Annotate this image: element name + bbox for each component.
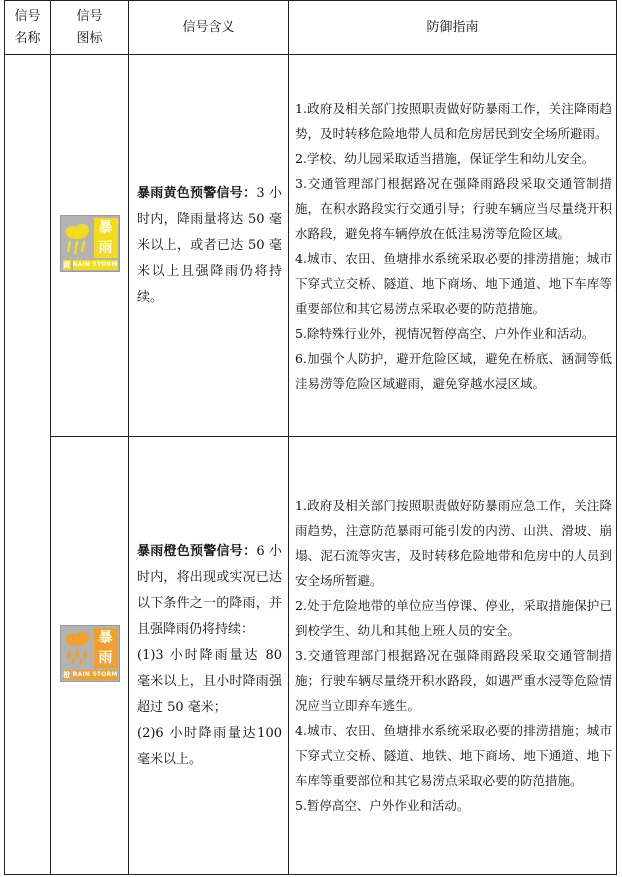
icon-label-bar (63, 670, 118, 680)
icon-label-cn: 黄 (63, 261, 71, 269)
signal-meaning-title: 暴雨橙色预警信号： (137, 543, 257, 559)
rainstorm-orange-icon (60, 625, 120, 682)
guide-item: 6.加强个人防护，避开危险区域，避免在桥底、涵洞等低洼易涝等危险区域避雨，避免穿越水浸区域。 (295, 350, 612, 391)
header-name-line-1: 信号 (14, 8, 41, 24)
header-row (5, 1, 617, 55)
guide-item: 3.交通管理部门根据路况在强降雨路段采取交通管制措施；行驶车辆尽量绕开积水路段，如遇严重水浸等危险情况应当立即弃车逃生。 (295, 648, 612, 713)
header-signal-meaning: 信号含义 (129, 1, 289, 55)
guide-item: 2.处于危险地带的单位应当停课、停业，采取措施保护已到校学生、幼儿和其他上班人员的安全。 (295, 598, 612, 638)
warning-signal-table (4, 0, 617, 875)
header-name-line-2: 名称 (14, 30, 41, 46)
header-icon-line-2: 图标 (76, 30, 103, 46)
signal-meaning-text: 6 小时内，将出现或实况已达以下条件之一的降雨，并且强降雨仍将持续： (137, 543, 282, 637)
table-row (5, 437, 617, 875)
icon-rain-pict (63, 218, 92, 258)
signal-meaning-cell (129, 437, 289, 875)
guide-item: 3.交通管理部门根据路况在强降雨路段采取交通管制措施，在积水路段实行交通引导；行驶车辆应当尽量绕开积水路段，避免将车辆停放在低洼易涝等危险区域。 (295, 175, 612, 241)
guide-item: 4.城市、农田、鱼塘排水系统采取必要的排涝措施；城市下穿式立交桥、隧道、地铁、地下商场、地下通道、地下车库等重要部位和其它易涝点采取必要的防范措施。 (295, 723, 612, 788)
signal-icon-cell (51, 55, 129, 437)
defense-guide-cell (289, 55, 617, 437)
signal-icon-cell (51, 437, 129, 875)
guide-item: 4.城市、农田、鱼塘排水系统采取必要的排涝措施；城市下穿式立交桥、隧道、地下商场、地下通道、地下车库等重要部位和其它易涝点采取必要的防范措施。 (295, 250, 612, 316)
signal-meaning-cell (129, 55, 289, 437)
guide-item: 5.除特殊行业外，视情况暂停高空、户外作业和活动。 (295, 325, 595, 341)
icon-label-cn: 橙 (63, 671, 71, 679)
header-signal-icon (51, 1, 129, 55)
header-icon-line-1: 信号 (76, 8, 103, 24)
guide-item: 2.学校、幼儿园采取适当措施，保证学生和幼儿安全。 (295, 150, 595, 166)
icon-char-bottom: 雨 (98, 240, 113, 256)
icon-char-block (94, 218, 118, 258)
signal-name-cell (5, 55, 51, 875)
header-signal-name (5, 1, 51, 55)
icon-rain-pict (63, 628, 92, 668)
signal-meaning-text: 3 小时内，降雨量将达 50 毫米以上，或者已达 50 毫米以上且强降雨仍将持续。 (137, 185, 282, 305)
rainstorm-yellow-icon (60, 215, 120, 272)
icon-char-top: 暴 (98, 220, 113, 236)
icon-char-block (94, 628, 118, 668)
icon-char-bottom: 雨 (98, 650, 113, 666)
signal-meaning-title: 暴雨黄色预警信号： (137, 185, 257, 201)
icon-label-en: RAIN STORM (72, 671, 118, 678)
icon-label-en: RAIN STORM (72, 261, 118, 268)
signal-meaning-condition: (1)3 小时降雨量达 80 毫米以上，且小时降雨强超过 50 毫米； (137, 647, 282, 715)
icon-char-top: 暴 (98, 630, 113, 646)
guide-item: 1.政府及相关部门按照职责做好防暴雨应急工作，关注降雨趋势，注意防范暴雨可能引发的内涝、山洪、滑坡、崩塌、泥石流等灾害，及时转移危险地带和危房中的人员到安全场所暂避。 (295, 498, 612, 588)
header-defense-guide: 防御指南 (289, 1, 617, 55)
guide-item: 1.政府及相关部门按照职责做好防暴雨工作，关注降雨趋势，及时转移危险地带人员和危房居民到安全场所避雨。 (295, 100, 612, 141)
icon-label-bar (63, 260, 118, 270)
defense-guide-cell (289, 437, 617, 875)
table-row (5, 55, 617, 437)
guide-item: 5.暂停高空、户外作业和活动。 (295, 798, 470, 813)
signal-meaning-condition: (2)6 小时降雨量达100毫米以上。 (137, 725, 282, 767)
